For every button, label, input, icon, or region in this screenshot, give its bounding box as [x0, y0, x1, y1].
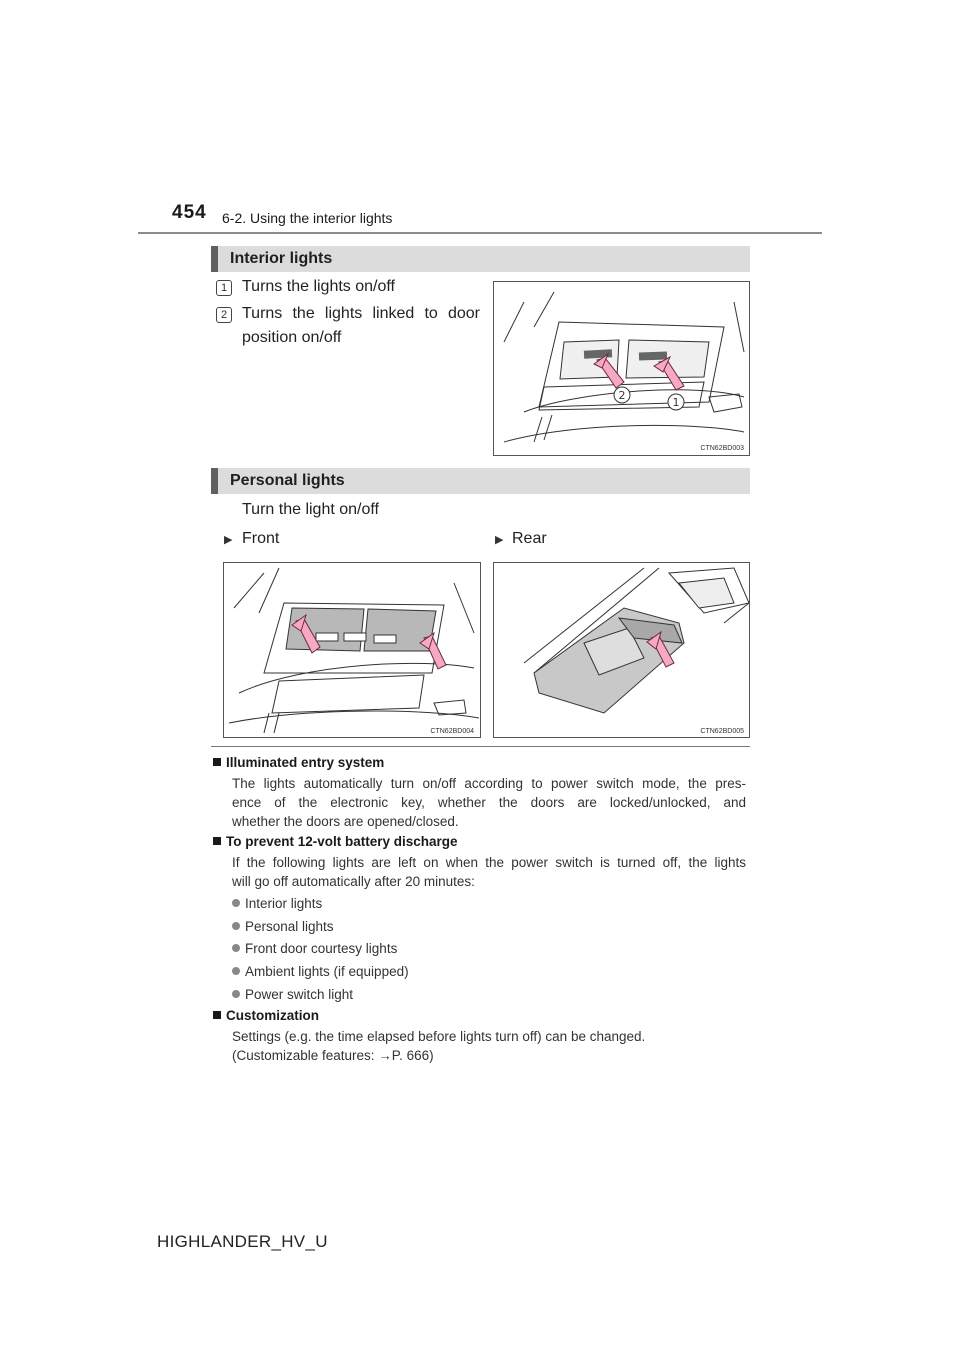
callout-2: 2	[618, 389, 626, 402]
page-number: 454	[172, 202, 207, 223]
square-bullet-icon	[213, 1011, 221, 1019]
interior-lights-illustration	[494, 282, 749, 455]
section-title: 6-2. Using the interior lights	[222, 210, 393, 226]
bullet-item: Personal lights	[232, 919, 334, 934]
customization-line-2: (Customizable features: →P. 666)	[232, 1048, 434, 1063]
circle-bullet-icon	[232, 922, 240, 930]
front-personal-figure	[223, 562, 481, 738]
battery-line-1: If the following lights are left on when the power switch is turned off, the lights	[232, 855, 746, 870]
item-number-2: 2	[216, 307, 232, 323]
front-personal-illustration	[224, 563, 480, 737]
circle-bullet-icon	[232, 899, 240, 907]
square-bullet-icon	[213, 758, 221, 766]
item-text-2-line1: Turns the lights linked to door	[242, 305, 480, 322]
section-divider	[211, 746, 750, 747]
interior-lights-heading	[211, 246, 750, 272]
personal-lights-title: Personal lights	[230, 472, 345, 489]
entry-line-2: ence of the electronic key, whether the doors are locked/unlocked, and	[232, 795, 746, 810]
circle-bullet-icon	[232, 967, 240, 975]
personal-lights-desc: Turn the light on/off	[242, 501, 379, 518]
bullet-item: Front door courtesy lights	[232, 941, 397, 956]
rear-label: Rear	[512, 530, 547, 547]
battery-line-2: will go off automatically after 20 minutes:	[232, 874, 475, 889]
entry-line-1: The lights automatically turn on/off according to power switch mode, the pres-	[232, 776, 746, 791]
square-bullet-icon	[213, 837, 221, 845]
customization-line-1: Settings (e.g. the time elapsed before lights turn off) can be changed.	[232, 1029, 646, 1044]
item-text-2-line2: position on/off	[242, 329, 342, 346]
rear-arrow-icon: ▶	[495, 534, 504, 546]
entry-line-3: whether the doors are opened/closed.	[232, 814, 459, 829]
battery-heading: To prevent 12-volt battery discharge	[213, 834, 458, 849]
item-number-1: 1	[216, 280, 232, 296]
bullet-item: Power switch light	[232, 987, 353, 1002]
bullet-item: Interior lights	[232, 896, 322, 911]
rear-personal-illustration	[494, 563, 749, 737]
interior-lights-title: Interior lights	[230, 250, 333, 267]
bullet-item: Ambient lights (if equipped)	[232, 964, 409, 979]
item-text-1: Turns the lights on/off	[242, 278, 395, 295]
rear-figure-code: CTN62BD005	[700, 728, 744, 735]
personal-lights-heading	[211, 468, 750, 494]
front-label: Front	[242, 530, 280, 547]
interior-figure-code: CTN62BD003	[700, 445, 744, 452]
front-figure-code: CTN62BD004	[430, 728, 474, 735]
front-arrow-icon: ▶	[224, 534, 233, 546]
interior-lights-figure	[493, 281, 750, 456]
model-footer: HIGHLANDER_HV_U	[157, 1232, 328, 1251]
entry-system-heading: Illuminated entry system	[213, 755, 384, 770]
customization-heading: Customization	[213, 1008, 319, 1023]
callout-1: 1	[672, 396, 680, 409]
circle-bullet-icon	[232, 990, 240, 998]
rear-personal-figure	[493, 562, 750, 738]
header-rule	[138, 232, 822, 234]
circle-bullet-icon	[232, 944, 240, 952]
